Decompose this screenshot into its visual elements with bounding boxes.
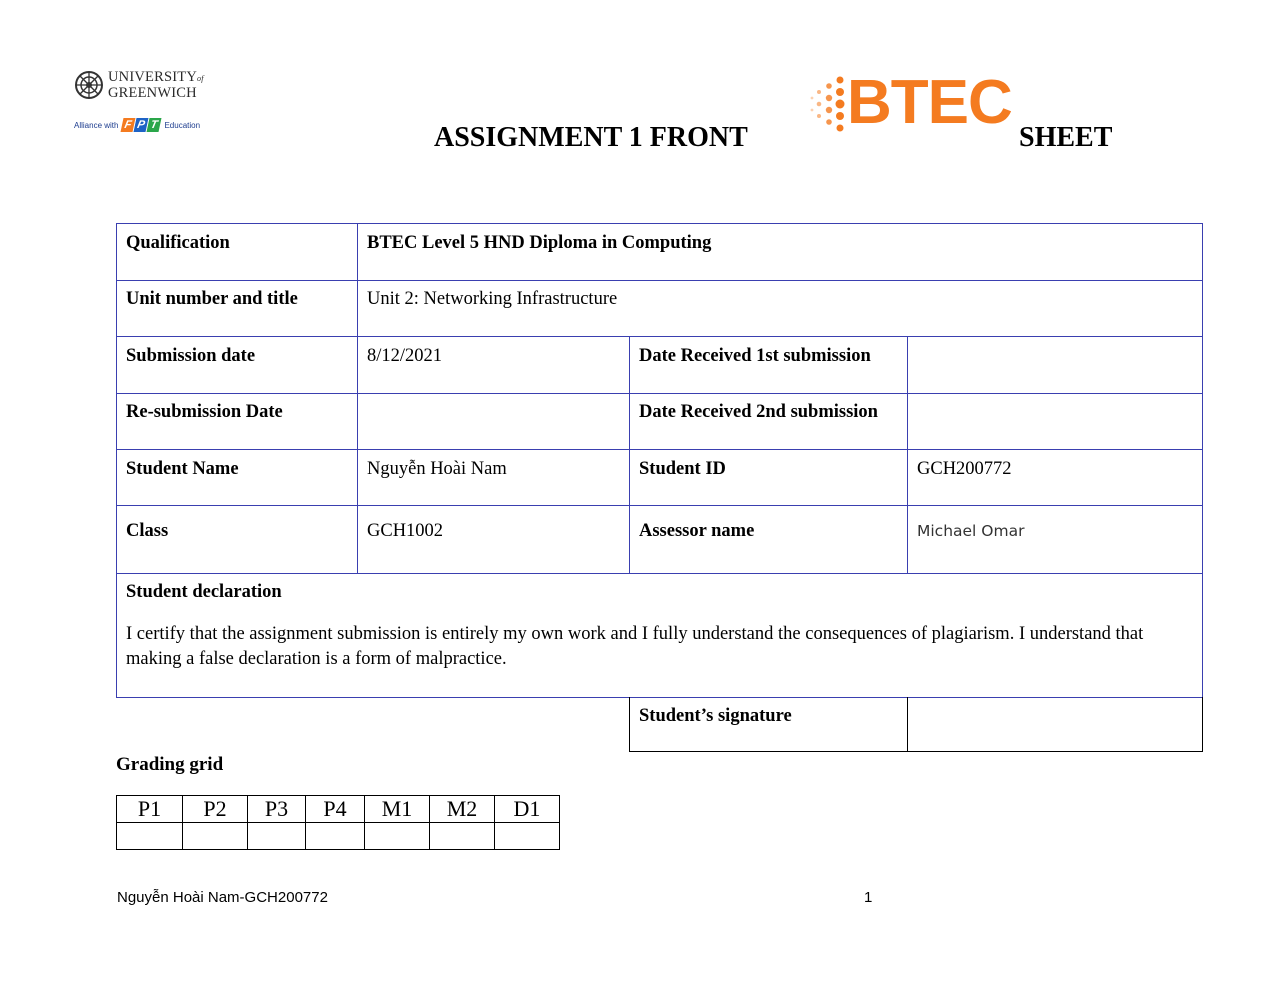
fpt-letter-p: P (134, 118, 149, 132)
unit-value: Unit 2: Networking Infrastructure (367, 289, 618, 309)
grading-grid (116, 795, 560, 850)
grade-cell-m2[interactable] (430, 823, 495, 850)
grade-header-p2: P2 (183, 796, 248, 823)
grade-header-p3: P3 (248, 796, 306, 823)
uog-of: of (197, 74, 204, 83)
class-label: Class (126, 521, 169, 541)
date-received-2-value (908, 393, 1202, 448)
qualification-value: BTEC Level 5 HND Diploma in Computing (367, 233, 712, 253)
date-received-2-label: Date Received 2nd submission (639, 402, 878, 422)
greenwich-crest-icon (74, 70, 104, 100)
submission-date-label: Submission date (126, 346, 256, 366)
grade-header-m2: M2 (430, 796, 495, 823)
grade-cell-p2[interactable] (183, 823, 248, 850)
page-title-end: SHEET (1019, 122, 1113, 153)
grade-cell-p3[interactable] (248, 823, 306, 850)
grade-header-m1: M1 (365, 796, 430, 823)
page-title: ASSIGNMENT 1 FRONT (434, 122, 748, 153)
btec-wordmark: BTEC (847, 68, 1012, 137)
student-name-value: Nguyễn Hoài Nam (367, 459, 507, 479)
fpt-logo (122, 118, 161, 132)
grade-header-d1: D1 (495, 796, 560, 823)
signature-field[interactable] (908, 698, 1202, 751)
signature-label: Student’s signature (639, 706, 792, 726)
student-id-label: Student ID (639, 459, 726, 479)
uog-line2: GREENWICH (108, 85, 197, 101)
alliance-with-text: Alliance with (74, 120, 119, 130)
student-name-label: Student Name (126, 459, 239, 479)
assessor-label: Assessor name (639, 521, 755, 541)
university-of-greenwich-logo (74, 70, 214, 132)
declaration-label: Student declaration (126, 582, 282, 602)
grade-cell-p4[interactable] (306, 823, 365, 850)
grade-cell-p1[interactable] (117, 823, 183, 850)
grade-header-p1: P1 (117, 796, 183, 823)
education-text: Education (164, 120, 201, 130)
grading-value-row (117, 823, 560, 850)
footer-author: Nguyễn Hoài Nam-GCH200772 (117, 889, 328, 906)
qualification-label: Qualification (126, 233, 230, 253)
date-received-1-label: Date Received 1st submission (639, 346, 871, 366)
date-received-1-value (908, 337, 1202, 392)
class-value: GCH1002 (367, 521, 444, 541)
grade-cell-m1[interactable] (365, 823, 430, 850)
submission-date-value: 8/12/2021 (367, 346, 443, 366)
fpt-letter-t: T (147, 118, 162, 132)
btec-logo (810, 68, 1012, 138)
grading-grid-label: Grading grid (116, 754, 224, 775)
uog-line1: UNIVERSITY (108, 69, 197, 85)
resubmission-date-label: Re-submission Date (126, 402, 283, 422)
unit-label: Unit number and title (126, 289, 298, 309)
declaration-text: I certify that the assignment submission is entirely my own work and I fully understand the consequences of plagiarism. I understand that making a false declaration is a form of malpractice. (126, 624, 1144, 669)
grading-header-row (117, 796, 560, 823)
student-id-value: GCH200772 (917, 459, 1012, 479)
resubmission-date-value (358, 393, 629, 448)
assessor-value: Michael Omar (917, 522, 1025, 540)
grade-header-p4: P4 (306, 796, 365, 823)
grade-cell-d1[interactable] (495, 823, 560, 850)
fpt-alliance (74, 118, 214, 132)
page-number: 1 (864, 889, 873, 906)
fpt-letter-f: F (121, 118, 136, 132)
btec-dots-icon (810, 74, 850, 138)
